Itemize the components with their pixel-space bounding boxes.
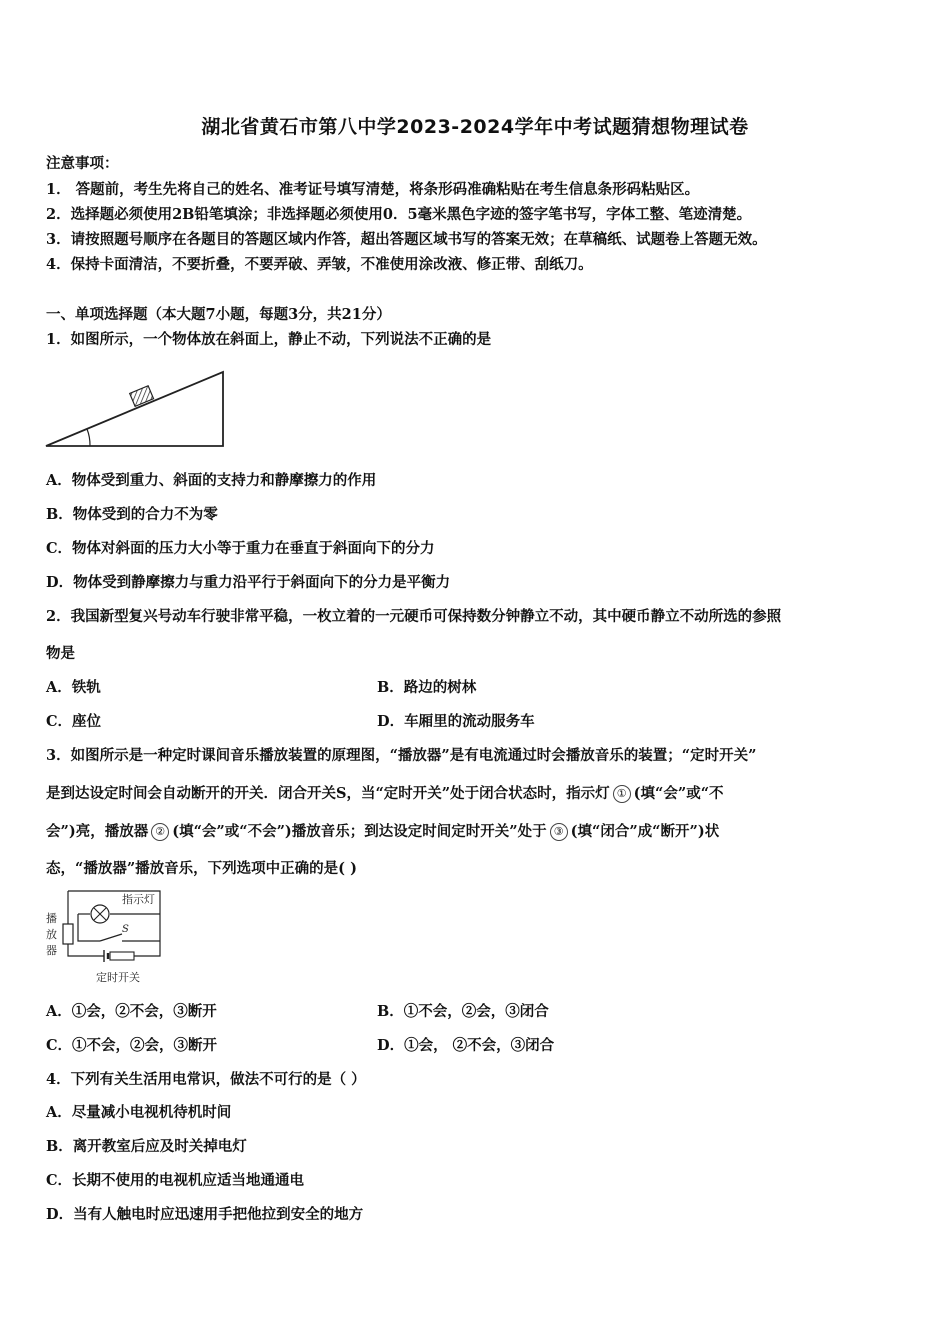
q3-text: (填“闭合”成“断开”)状 xyxy=(570,823,720,840)
q3-option: A．①会，②不会，③断开 xyxy=(46,1003,217,1020)
notice-item: 3．请按照题号顺序在各题目的答题区域内作答，超出答题区域书写的答案无效；在草稿纸、试题卷上答题无效。 xyxy=(46,231,767,248)
q2-stem: 2．我国新型复兴号动车行驶非常平稳，一枚立着的一元硬币可保持数分钟静立不动，其中硬币静立不动所选的参照 xyxy=(46,608,782,625)
q2-option: D．车厢里的流动服务车 xyxy=(377,713,535,730)
q4-option: C．长期不使用的电视机应适当地通通电 xyxy=(46,1172,305,1189)
notice-item: 1． 答题前，考生先将自己的姓名、准考证号填写清楚，将条形码准确粘贴在考生信息条形码粘贴区。 xyxy=(46,181,700,198)
q2-stem-cont: 物是 xyxy=(46,645,75,662)
q4-option: B．离开教室后应及时关掉电灯 xyxy=(46,1138,247,1155)
indicator-label: 指示灯 xyxy=(122,893,155,906)
player-label: 播 xyxy=(46,912,57,925)
q3-option: D．①会， ②不会，③闭合 xyxy=(377,1037,555,1054)
circuit-figure xyxy=(44,886,166,990)
q3-stem-line: 态，“播放器”播放音乐，下列选项中正确的是( ) xyxy=(46,860,357,877)
q3-text: (填“会”或“不会”)播放音乐；到达设定时间定时开关”处于 xyxy=(172,823,547,840)
player-label: 放 xyxy=(46,928,57,941)
section-heading: 一、单项选择题（本大题7小题，每题3分，共21分） xyxy=(46,306,391,323)
q4-option: A．尽量减小电视机待机时间 xyxy=(46,1104,232,1121)
blank-marker: ③ xyxy=(550,823,568,841)
q3-text: 会”)亮，播放器 xyxy=(46,823,149,840)
q4-stem: 4．下列有关生活用电常识，做法不可行的是（ ） xyxy=(46,1071,366,1088)
notice-item: 4．保持卡面清洁，不要折叠，不要弄破、弄皱，不准使用涂改液、修正带、刮纸刀。 xyxy=(46,256,593,273)
q3-text: 是到达设定时间会自动断开的开关．闭合开关S，当“定时开关”处于闭合状态时，指示灯 xyxy=(46,785,610,802)
blank-marker: ② xyxy=(151,823,169,841)
q3-stem-line xyxy=(46,782,724,803)
q1-option: A．物体受到重力、斜面的支持力和静摩擦力的作用 xyxy=(46,472,377,489)
notice-heading: 注意事项： xyxy=(46,155,119,172)
q3-option: B．①不会，②会，③闭合 xyxy=(377,1003,549,1020)
incline-figure xyxy=(44,366,226,450)
page-title: 湖北省黄石市第八中学2023-2024学年中考试题猜想物理试卷 xyxy=(201,116,749,138)
q1-option: D．物体受到静摩擦力与重力沿平行于斜面向下的分力是平衡力 xyxy=(46,574,451,591)
timer-label: 定时开关 xyxy=(96,971,140,984)
q3-text: (填“会”或“不 xyxy=(633,785,724,802)
blank-marker: ① xyxy=(613,785,631,803)
q2-option: C．座位 xyxy=(46,713,102,730)
q4-option: D．当有人触电时应迅速用手把他拉到安全的地方 xyxy=(46,1206,364,1223)
q1-option: C．物体对斜面的压力大小等于重力在垂直于斜面向下的分力 xyxy=(46,540,435,557)
q3-option: C．①不会，②会，③断开 xyxy=(46,1037,218,1054)
q2-option: A．铁轨 xyxy=(46,679,101,696)
q3-stem-line xyxy=(46,820,719,841)
q1-stem: 1．如图所示，一个物体放在斜面上，静止不动，下列说法不正确的是 xyxy=(46,331,492,348)
q1-option: B．物体受到的合力不为零 xyxy=(46,506,218,523)
switch-label: S xyxy=(122,924,129,935)
notice-item: 2．选择题必须使用2B铅笔填涂；非选择题必须使用0．5毫米黑色字迹的签字笔书写，字体工整、笔迹清楚。 xyxy=(46,206,752,223)
q3-stem: 3．如图所示是一种定时课间音乐播放装置的原理图，“播放器”是有电流通过时会播放音乐的装置；“定时开关” xyxy=(46,747,757,764)
q2-option: B．路边的树林 xyxy=(377,679,477,696)
player-label: 器 xyxy=(46,944,57,957)
